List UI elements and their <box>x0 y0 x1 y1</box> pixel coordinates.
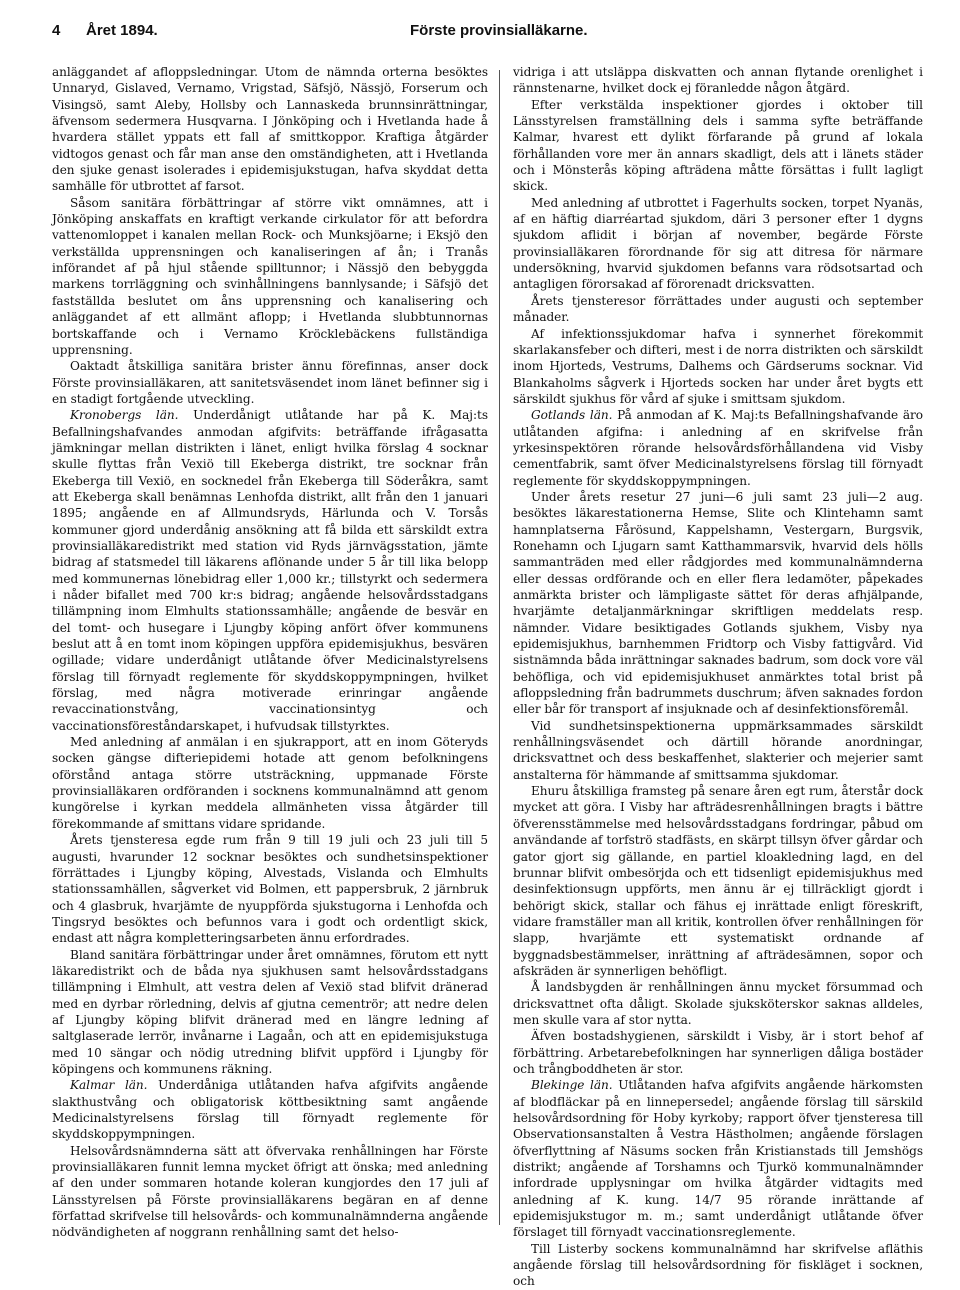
paragraph: Med anledning af anmälan i en sjukrapport, att en inom Göteryds socken gängse difteriepidemi hotade att genom befolkningens oförstånd antaga större utsträckning, uppmanade Förste provinsialläkaren ordföranden i socknens kommunalnämnd att genom kungörelse i kyrkan meddela allmänheten vissa åtgärder till förekommande af smittans vidare spridande. <box>52 735 488 831</box>
paragraph: Med anledning af utbrottet i Fagerhults socken, torpet Nyanäs, af en häftig diarréartad sjukdom, däri 3 personer efter 1 dygns sjukdom aflidit i början af november, begärde Förste provinsialläkaren förordnande för sig att ditresa för närmare undersökning, hvarvid sjukdomen befanns vara rödsotsartad och antagligen förorsakad af förorenadt dricksvatten. <box>513 195 923 292</box>
paragraph-text: På anmodan af K. Maj:ts Befallningshafvande äro utlåtanden afgifna: i anledning af en skrifvelse från yrkesinspektören rörande helsovårdsförhållandena vid Visby cementfabrik, samt öfver Medicinalstyrelsens förslag till förnyadt reglemente för skyddskoppympningen. <box>513 408 923 488</box>
page-header <box>52 22 920 46</box>
left-column <box>52 64 488 1240</box>
paragraph: Oaktadt åtskilliga sanitära brister ännu förefinnas, anser dock Förste provinsialläkaren, att sanitetsväsendet inom länet befinner sig i en stadigt fortgående utveckling. <box>52 359 488 406</box>
paragraph-text: Underdånigt utlåtande har på K. Maj:ts Befallningshafvandes anmodan afgifvits: beträffande ifrågasatta jämkningar mellan distrikten i länet, enligt hvilka förslag 4 socknar skulle flyttas från Vexiö till Ekeberga distrikt, tre socknar från Ekeberga till Vexiö, en socknedel från Ekeberga till Söderåkra, samt att Ekeberga skall benämnas Lenhofda distrikt, allt från den 1 januari 1895; angående en af Allmundsryds, Härlunda och V. Torsås kommuner gjord underdånig ansökning att få bilda ett särskildt extra provinsialläkaredistrikt med station vid Ryds järnvägsstation, jämte bidrag af statsmedel till läkarens aflönande under 5 år till lika belopp med kommunernas lönebidrag eller 1,000 kr.; tillstyrkt och sedermera i nåder bifallet med 700 kr:s bidrag; angående helsovårdsstadgans tillämpning inom Elmhults stationssamhälle; angående de besvär en del tomt- och husegare i Ljungby köping anfört öfver kommunens beslut att å en tomt inom köpingen uppföra epidemisjukhus, besvären ogillade; vidare underdånigt utlåtande öfver Medicinalstyrelsens förslag till förnyadt reglemente för skyddskoppympningen, hvilket förslag, med några motiverade erinringar angående revaccinationstvång, vaccinationsintyg och vaccinationsföreståndarskapet, i hufvudsak tillstyrktes. <box>52 408 488 733</box>
paragraph: Helsovårdsnämnderna sätt att öfvervaka renhållningen har Förste provinsialläkaren funnit lemna mycket öfrigt att önska; med anledning af den under sommaren hotande koleran kungjordes den 17 juli af Länsstyrelsen på Förste provinsialläkarens begäran en af denne författad skrifvelse till helsovårds- och kommunalnämnderna angående nödvändigheten af noggrann renhållning samt det helso- <box>52 1143 488 1240</box>
paragraph: Årets tjensteresa egde rum från 9 till 19 juli och 23 juli till 5 augusti, hvarunder 12 socknar besöktes och sundhetsinspektioner förrättades i Ljungby köping, Alvestads, Vislanda och Elmhults stationssamhällen, sågverket vid Bolmen, ett pappersbruk, 2 järnbruk och 4 glasbruk, hvarjämte de nyuppförda sjukstugorna i Lenhofda och Tingsryd besöktes och befunnos vara i godt och ordentligt skick, endast att några kompletteringsarbeten ännu erfordrades. <box>52 833 488 946</box>
section-heading-gotland: Gotlands län. <box>531 408 613 423</box>
paragraph: Såsom sanitära förbättringar af större vikt omnämnes, att i Jönköping anskaffats en kraftigt verkande cirkulator för att befordra vattenomloppet i kanalen mellan Rock- och Munksjöarne; i Eksjö den verkställda upprensningen och kanaliseringen af ån; i Tranås införandet af på hjul stående spilltunnor; i Nässjö den bebyggda markens torrläggning och svinhållningens bannlysande; i Säfsjö det fastställda beslutet om åns upprensning och kanalisering och anläggandet af ett allmänt aflopp; i Hvetlanda slubbtunnornas bortskaffande och i Vernamo Kröcklebäckens fullständiga upprensning. <box>52 195 488 357</box>
header-year: Året 1894. <box>86 22 158 39</box>
footnote-mark: 14/7 <box>694 1192 722 1207</box>
paragraph: Årets tjensteresor förrättades under augusti och september månader. <box>513 293 923 325</box>
paragraph: Bland sanitära förbättringar under året omnämnes, förutom ett nytt läkaredistrikt och de båda nya sjukhusen samt helsovårdsstadgans tillämpning i Elmhult, att vestra delen af Vexiö stad blifvit dränerad med en dyrbar rörledning, delvis af gjutna cementrör; att nedre delen af Ljungby köping blifvit dränerad med en längre ledning af saltglaserade lerrör, invånarne i Lagaån, och att en epidemisjukstuga med 10 sängar och nödig utredning blifvit uppförd i Ljungby för köpingens och kommunens räkning. <box>52 947 488 1076</box>
paragraph: Äfven bostadshygienen, särskildt i Visby, är i stort behof af förbättring. Arbetarebefolkningen har synnerligen dåliga bostäder och trångboddheten är stor. <box>513 1029 923 1076</box>
paragraph <box>513 407 923 489</box>
paragraph <box>513 1077 923 1240</box>
column-divider <box>499 70 500 1225</box>
section-heading-kalmar: Kalmar län. <box>70 1078 148 1093</box>
section-heading-blekinge: Blekinge län. <box>531 1078 613 1093</box>
paragraph: Efter verkstälda inspektioner gjordes i oktober till Länsstyrelsen framställning dels i samma syfte beträffande Kalmar, hvarest ett dylikt förfarande på grund af lokala förhållanden vore mer än annars skadligt, dels att i länets städer och i Mönsterås köping afträdena måtte försättas i fullt lagligt skick. <box>513 97 923 194</box>
paragraph-text: Underdåniga utlåtanden hafva afgifvits angående slakthustvång och obligatorisk köttbesiktning samt angående Medicinalstyrelsens förslag till förnyadt reglemente för skyddskoppympningen. <box>52 1078 488 1142</box>
paragraph: vidriga i att utsläppa diskvatten och annan flytande orenlighet i rännstenarne, hvilket dock ej föranledde någon åtgärd. <box>513 65 923 96</box>
paragraph: anläggandet af afloppsledningar. Utom de nämnda orterna besöktes Unnaryd, Gislaved, Vernamo, Vrigstad, Säfsjö, Nässjö, Forserum och Visingsö, samt Aleby, Hollsby och Lannaskeda brunnsinrättningar, äfvensom sedermera Husqvarna. I Jönköping och i Hvetlanda hade å hvardera stället yppats ett fall af smittkoppor. Kraftiga åtgärder vidtogos genast och får man anse den omständigheten, att i Hvetlanda den sjuke genast isolerades i epidemisjukstugan, hafva skyddat detta samhälle för utbrottet af farsot. <box>52 65 488 194</box>
paragraph <box>52 407 488 734</box>
right-column <box>513 64 924 1289</box>
paragraph: Å landsbygden är renhållningen ännu mycket försummad och dricksvattnet ofta dåligt. Skolade sjuksköterskor saknas alldeles, men skulle vara af stor nytta. <box>513 980 923 1027</box>
running-title: Förste provinsialläkarne. <box>410 22 588 39</box>
paragraph: Under årets resetur 27 juni—6 juli samt 23 juli—2 aug. besöktes läkarestationerna Hemse, Slite och Klintehamn samt hamnplatserna Fårösund, Kappelshamn, Vestergarn, Burgsvik, Ronehamn och Ljugarn samt Katthammarsvik, hvarvid dels hölls sammanträden med eller rådgjordes med kommunalnämnderna eller dessas ordförande och en eller flera ledamöter, påpekades anmärkta brister och lämpligaste sättet för deras afhjälpande, hvarjämte detaljanmärkningar skriftligen meddelats resp. nämnder. Vidare besiktigades Gotlands sjukhem, Visby nya epidemisjukhus, barnhemmen Fridtorp och Visby fattigvård. Vid sistnämnda båda inrättningar saknades badrum, som dock vore väl behöfliga, och vid epidemisjukhuset anmärktes total brist på afloppsledning från badrummets duschrum; äfven saknades fordon eller bår för transport af insjuknade och af desinfektionsföremål. <box>513 489 923 717</box>
paragraph-text: Utlåtanden hafva afgifvits angående härkomsten af blodfläckar på en linnepersedel; angående förslag till särskild helsovårdsordning för Hoby kyrkoby; rapport öfver tjensteresa till Observationsanstalten å Vestra Hästholmen; angående förslagen öfverflyttning af Näsums socken från Kristianstads till Jemshögs distrikt; angående af Torshamns och Tjurkö kommunalnämnder infordrade upplysningar om hvilka åtgärder vidtagits med anledning af K. kung. <box>513 1078 924 1207</box>
paragraph-text: 95 rörande inrättande af epidemisjukstugor m. m.; samt underdånigt utlåtande öfver förslaget till förnyadt vaccinationsreglemente. <box>513 1192 923 1240</box>
paragraph <box>52 1077 488 1142</box>
paragraph: Af infektionssjukdomar hafva i synnerhet förekommit skarlakansfeber och difteri, mest i de norra distrikten och särskildt inom Hjorteds, Vestrums, Dalhems och Gärdserums socknar. Vid Blankaholms sågverk i Hjorteds socken har under året bygts ett särskildt sjukhus för vård af sjuke i smittsam sjukdom. <box>513 326 923 406</box>
paragraph: Ehuru åtskilliga framsteg på senare åren egt rum, återstår dock mycket att göra. I Visby har afträdesrenhållningen bragts i bättre öfverensstämmelse med helsovårdsstadgans fordringar, påbud om användande af torfströ stadfästs, en skärpt tillsyn öfver gårdar och gator gjort sig gällande, en partiel kloakledning lagd, en del brunnar blifvit ombesörjda och ett tidsenligt epidemisjukhus med desinfektionsugn uppförts, men ännu är ej tillräckligt gjordt i behörigt skick, stallar och fähus ej inrättade enligt föreskrift, vidare framställer man all kritik, kontrollen öfver renhållningen för slapp, hvarjämte ett systematiskt ordnande af byggnadsbestämmelser, inrättning af afträdesämnen, sopor och afskräden är synnerligen behöfligt. <box>513 784 923 978</box>
page-number: 4 <box>52 22 61 39</box>
paragraph: Till Listerby sockens kommunalnämnd har skrifvelse afläthis angående förslag till helsovårdsordning för fiskläget i socknen, och <box>513 1241 923 1289</box>
section-heading-kronoberg: Kronobergs län. <box>70 408 179 423</box>
paragraph: Vid sundhetsinspektionerna uppmärksammades särskildt renhållningsväsendet och därtill hörande anordningar, dricksvattnet och dess beskaffenhet, slakterier och mejerier samt anstalterna för hämmande af smittsamma sjukdomar. <box>513 718 923 782</box>
